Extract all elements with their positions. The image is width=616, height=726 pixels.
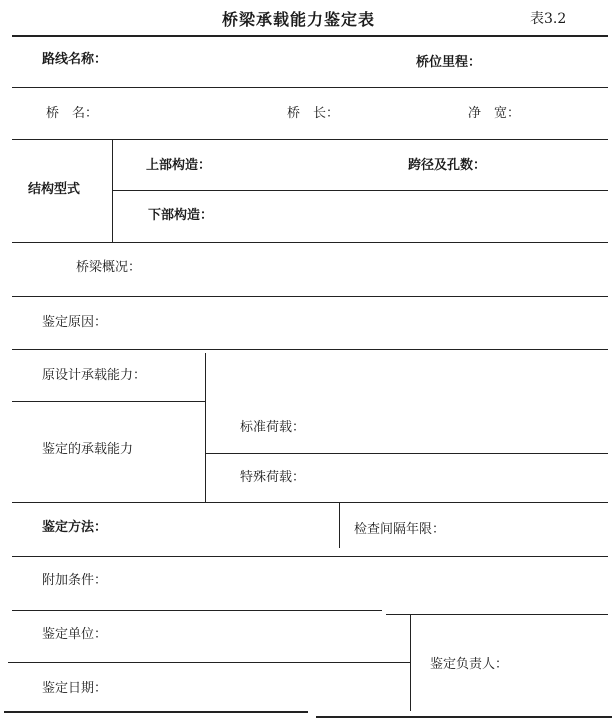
rule-9 — [8, 662, 410, 663]
rule-3 — [12, 242, 608, 243]
footer-divider — [410, 614, 411, 711]
inspection-interval-label: 检查间隔年限： — [354, 522, 446, 537]
capacity-divider — [205, 353, 206, 502]
rule-6 — [12, 502, 608, 503]
assessed-capacity-label: 鉴定的承载能力 — [42, 442, 134, 457]
rule-8-right — [386, 614, 608, 615]
superstructure-label: 上部构造： — [146, 158, 212, 173]
standard-load-label: 标准荷载： — [240, 420, 306, 435]
clear-width-label: 净 宽： — [468, 106, 521, 121]
structure-divider — [112, 139, 113, 242]
bridge-mileage-label: 桥位里程： — [416, 55, 482, 70]
top-rule — [12, 35, 608, 37]
rule-capacity-left — [12, 401, 205, 402]
original-design-capacity-label: 原设计承载能力： — [42, 368, 147, 383]
assessment-reason-label: 鉴定原因： — [42, 315, 108, 330]
rule-7 — [12, 556, 608, 557]
span-count-label: 跨径及孔数： — [408, 158, 487, 173]
bridge-name-label: 桥 名： — [46, 106, 99, 121]
bridge-length-label: 桥 长： — [287, 106, 340, 121]
structure-type-label: 结构型式 — [28, 182, 81, 197]
rule-structure-mid — [112, 190, 608, 191]
responsible-person-label: 鉴定负责人： — [430, 657, 509, 672]
route-name-label: 路线名称： — [42, 52, 108, 67]
assessment-unit-label: 鉴定单位： — [42, 627, 108, 642]
form-title: 桥梁承载能力鉴定表 — [222, 10, 376, 29]
rule-4 — [12, 296, 608, 297]
rule-8-left — [12, 610, 382, 611]
rule-5 — [12, 349, 608, 350]
bottom-rule-right — [316, 716, 612, 718]
assessment-date-label: 鉴定日期： — [42, 681, 108, 696]
bridge-overview-label: 桥梁概况： — [76, 260, 142, 275]
additional-conditions-label: 附加条件： — [42, 573, 108, 588]
bottom-rule-left — [4, 711, 308, 713]
method-divider — [339, 502, 340, 548]
rule-2 — [12, 139, 608, 140]
rule-capacity-right — [205, 453, 608, 454]
rule-1 — [12, 87, 608, 88]
special-load-label: 特殊荷载： — [240, 470, 306, 485]
substructure-label: 下部构造： — [148, 208, 214, 223]
assessment-method-label: 鉴定方法： — [42, 520, 108, 535]
table-number: 表3.2 — [530, 11, 567, 27]
